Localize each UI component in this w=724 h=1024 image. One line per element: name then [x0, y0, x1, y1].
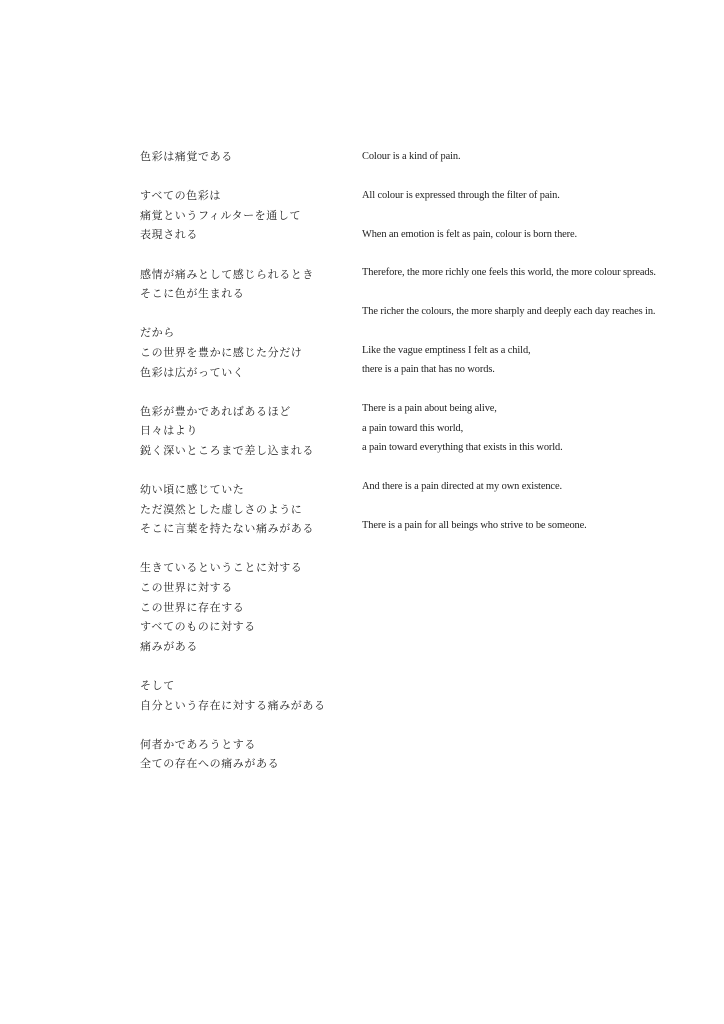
stanza-spacer	[362, 283, 702, 302]
japanese-line: そこに色が生まれる	[140, 287, 245, 301]
japanese-stanza	[140, 265, 350, 304]
stanza-spacer	[362, 496, 702, 515]
stanza-spacer	[362, 457, 702, 476]
japanese-stanza	[140, 323, 350, 382]
stanza-spacer	[362, 205, 702, 224]
japanese-line: 鋭く深いところまで差し込まれる	[140, 443, 314, 457]
english-line: Like the vague emptiness I felt as a child,	[362, 344, 531, 356]
english-line: When an emotion is felt as pain, colour is born there.	[362, 228, 578, 240]
japanese-line: だから	[140, 326, 175, 340]
english-line: All colour is expressed through the filter of pain.	[362, 189, 560, 201]
japanese-stanza	[140, 147, 350, 167]
japanese-poem-column	[140, 147, 350, 774]
english-stanza	[362, 263, 702, 282]
english-line: There is a pain about being alive,	[362, 403, 497, 415]
japanese-line: すべての色彩は	[140, 189, 221, 203]
japanese-stanza	[140, 186, 350, 245]
english-line: There is a pain for all beings who strive to be someone.	[362, 519, 587, 531]
english-line: And there is a pain directed at my own existence.	[362, 480, 562, 492]
japanese-line: 痛みがある	[140, 639, 198, 653]
english-line: Therefore, the more richly one feels this world, the more colour spreads.	[362, 267, 656, 279]
english-stanza	[362, 477, 702, 496]
japanese-line: 幼い頃に感じていた	[140, 483, 245, 497]
english-stanza	[362, 186, 702, 205]
english-stanza	[362, 147, 702, 166]
japanese-stanza	[140, 402, 350, 461]
japanese-line: 全ての存在への痛みがある	[140, 757, 280, 771]
japanese-line: この世界を豊かに感じた分だけ	[140, 345, 303, 359]
stanza-spacer	[362, 322, 702, 341]
japanese-line: ただ漠然とした虚しさのように	[140, 502, 303, 516]
stanza-spacer	[362, 166, 702, 185]
stanza-spacer	[140, 656, 350, 676]
japanese-line: 色彩が豊かであればあるほど	[140, 404, 291, 418]
stanza-spacer	[140, 539, 350, 559]
japanese-stanza	[140, 735, 350, 774]
english-stanza	[362, 225, 702, 244]
english-line: a pain toward this world,	[362, 422, 464, 434]
stanza-spacer	[362, 244, 702, 263]
english-line: The richer the colours, the more sharply and deeply each day reaches in.	[362, 306, 656, 318]
japanese-line: 自分という存在に対する痛みがある	[140, 698, 326, 712]
japanese-line: 何者かであろうとする	[140, 737, 256, 751]
english-stanza	[362, 399, 702, 457]
japanese-line: 痛覚というフィルターを通して	[140, 208, 302, 222]
english-stanza	[362, 302, 702, 321]
japanese-stanza	[140, 558, 350, 656]
english-line: there is a pain that has no words.	[362, 364, 495, 376]
stanza-spacer	[362, 380, 702, 399]
english-line: Colour is a kind of pain.	[362, 151, 461, 162]
japanese-line: 日々はより	[140, 424, 198, 438]
english-stanza	[362, 341, 702, 380]
japanese-line: 生きているということに対する	[140, 561, 303, 575]
stanza-spacer	[140, 167, 350, 187]
japanese-line: 感情が痛みとして感じられるとき	[140, 267, 314, 281]
japanese-line: そして	[140, 679, 175, 693]
japanese-stanza	[140, 480, 350, 539]
stanza-spacer	[140, 304, 350, 324]
english-translation-column	[362, 147, 702, 535]
japanese-line: 色彩は痛覚である	[140, 150, 233, 163]
stanza-spacer	[140, 245, 350, 265]
japanese-line: 表現される	[140, 228, 198, 242]
japanese-line: すべてのものに対する	[140, 620, 256, 634]
english-line: a pain toward everything that exists in this world.	[362, 442, 563, 453]
english-stanza	[362, 516, 702, 535]
stanza-spacer	[140, 461, 350, 481]
japanese-line: 色彩は広がっていく	[140, 365, 245, 379]
japanese-stanza	[140, 676, 350, 715]
japanese-line: この世界に存在する	[140, 600, 245, 614]
stanza-spacer	[140, 382, 350, 402]
stanza-spacer	[140, 715, 350, 735]
japanese-line: そこに言葉を持たない痛みがある	[140, 522, 314, 536]
japanese-line: この世界に対する	[140, 581, 233, 595]
